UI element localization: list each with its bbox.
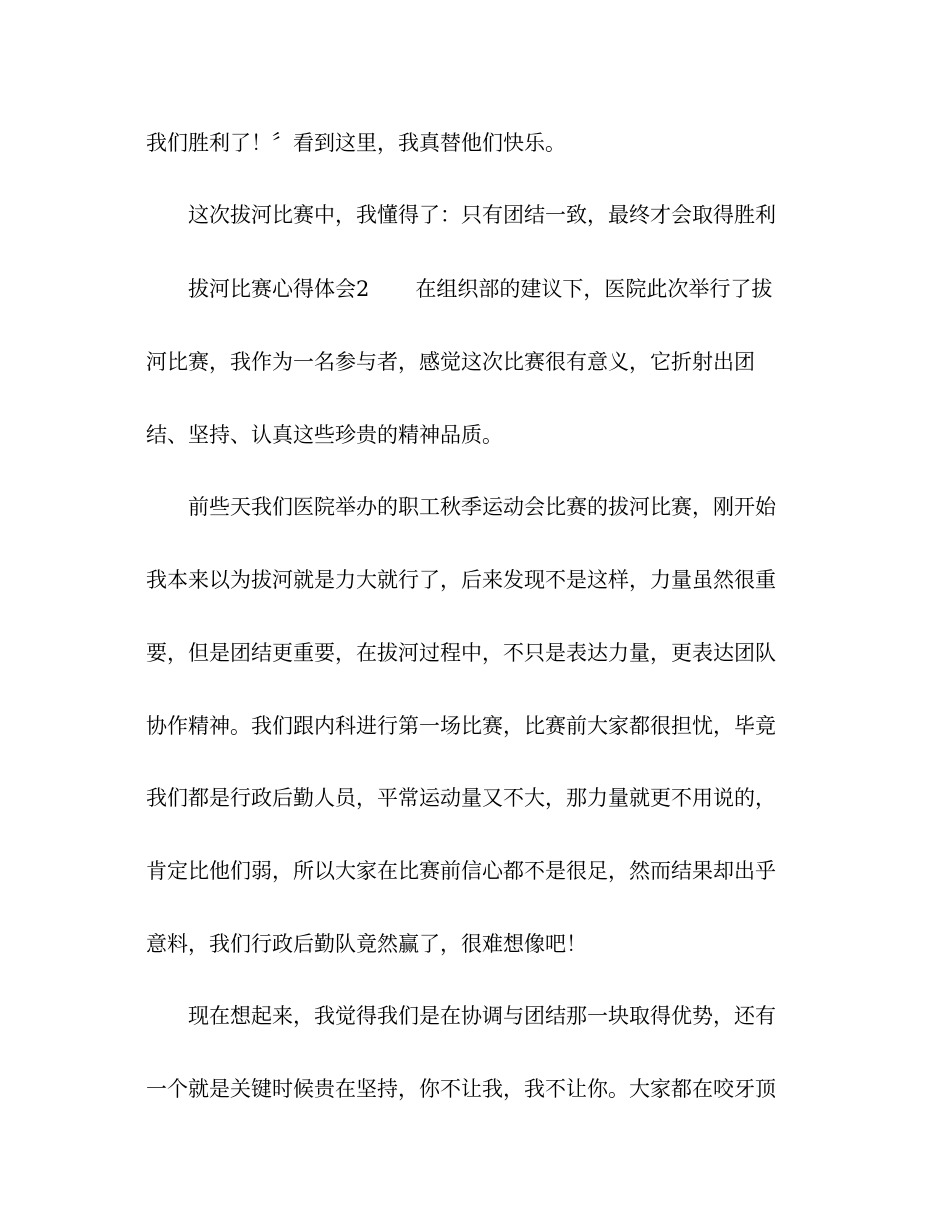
text-line: 要，但是团结更重要，在拔河过程中，不只是表达力量，更表达团队 [146,641,776,665]
text-line: 结、坚持、认真这些珍贵的精神品质。 [146,423,503,447]
text-line: 一个就是关键时候贵在坚持，你不让我，我不让你。大家都在咬牙顶 [146,1077,776,1101]
text-line: 前些天我们医院举办的职工秋季运动会比赛的拔河比赛，刚开始 [188,495,776,519]
text-line: 肯定比他们弱，所以大家在比赛前信心都不是很足，然而结果却出乎 [146,859,776,883]
text-line: 意料，我们行政后勤队竟然赢了，很难想像吧！ [146,932,587,956]
text-line: 我们都是行政后勤人员，平常运动量又不大，那力量就更不用说的， [146,786,776,810]
text-line: 河比赛，我作为一名参与者，感觉这次比赛很有意义，它折射出团 [146,350,755,374]
text-line: 我本来以为拔河就是力大就行了，后来发现不是这样，力量虽然很重 [146,568,776,592]
section-heading: 拔河比赛心得体会2 [188,277,370,301]
text-line: 我们胜利了！〞看到这里，我真替他们快乐。 [146,131,566,155]
text-line: 协作精神。我们跟内科进行第一场比赛，比赛前大家都很担忧，毕竟 [146,714,776,738]
text-line: 在组织部的建议下，医院此次举行了拔 [415,277,773,301]
section-heading-line [188,271,868,307]
text-line: 这次拔河比赛中，我懂得了：只有团结一致，最终才会取得胜利 [188,203,776,227]
text-line: 现在想起来，我觉得我们是在协调与团结那一块取得优势，还有 [188,1004,776,1028]
